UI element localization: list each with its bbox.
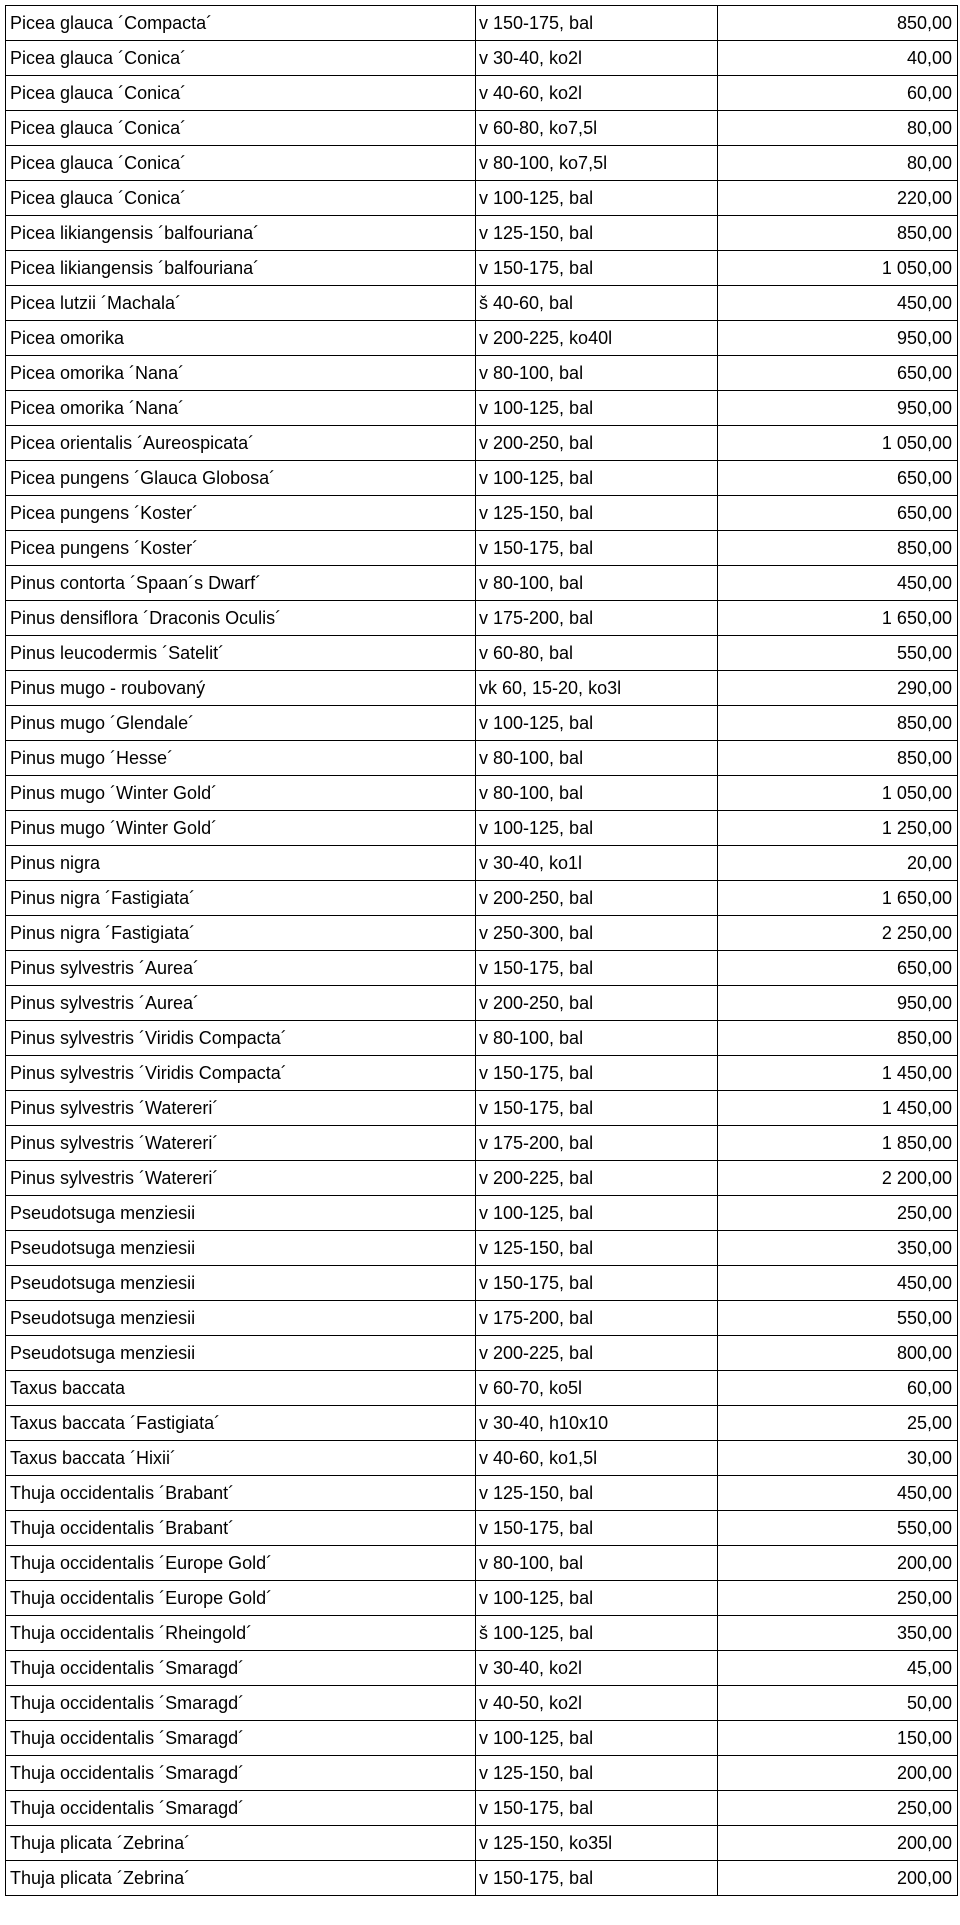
price-cell: 450,00: [718, 1266, 958, 1301]
plant-name-cell: Picea glauca ´Conica´: [6, 41, 476, 76]
plant-name-cell: Thuja plicata ´Zebrina´: [6, 1826, 476, 1861]
price-cell: 850,00: [718, 1021, 958, 1056]
table-row: [6, 1651, 958, 1686]
size-cell: v 100-125, bal: [476, 1581, 718, 1616]
size-cell: v 150-175, bal: [476, 1056, 718, 1091]
size-cell: v 80-100, bal: [476, 566, 718, 601]
plant-name-cell: Thuja plicata ´Zebrina´: [6, 1861, 476, 1896]
plant-name-cell: Pinus mugo ´Glendale´: [6, 706, 476, 741]
table-row: [6, 741, 958, 776]
size-cell: š 40-60, bal: [476, 286, 718, 321]
table-row: [6, 1721, 958, 1756]
plant-name-cell: Pinus densiflora ´Draconis Oculis´: [6, 601, 476, 636]
plant-name-cell: Thuja occidentalis ´Rheingold´: [6, 1616, 476, 1651]
table-row: [6, 986, 958, 1021]
table-row: [6, 356, 958, 391]
price-cell: 450,00: [718, 1476, 958, 1511]
size-cell: v 175-200, bal: [476, 1126, 718, 1161]
plant-name-cell: Picea omorika: [6, 321, 476, 356]
table-row: [6, 391, 958, 426]
size-cell: v 30-40, ko2l: [476, 41, 718, 76]
price-cell: 850,00: [718, 706, 958, 741]
price-cell: 25,00: [718, 1406, 958, 1441]
price-cell: 250,00: [718, 1196, 958, 1231]
price-cell: 20,00: [718, 846, 958, 881]
table-row: [6, 1441, 958, 1476]
plant-name-cell: Taxus baccata: [6, 1371, 476, 1406]
size-cell: š 100-125, bal: [476, 1616, 718, 1651]
table-row: [6, 951, 958, 986]
price-cell: 550,00: [718, 636, 958, 671]
price-cell: 1 050,00: [718, 251, 958, 286]
table-row: [6, 76, 958, 111]
size-cell: v 100-125, bal: [476, 181, 718, 216]
plant-name-cell: Thuja occidentalis ´Smaragd´: [6, 1686, 476, 1721]
table-row: [6, 1266, 958, 1301]
price-cell: 1 450,00: [718, 1056, 958, 1091]
size-cell: v 60-80, ko7,5l: [476, 111, 718, 146]
table-row: [6, 321, 958, 356]
price-cell: 550,00: [718, 1511, 958, 1546]
size-cell: v 175-200, bal: [476, 1301, 718, 1336]
price-cell: 850,00: [718, 531, 958, 566]
table-row: [6, 531, 958, 566]
size-cell: v 125-150, bal: [476, 1756, 718, 1791]
size-cell: v 150-175, bal: [476, 1511, 718, 1546]
table-row: [6, 776, 958, 811]
size-cell: v 125-150, bal: [476, 216, 718, 251]
plant-name-cell: Picea likiangensis ´balfouriana´: [6, 251, 476, 286]
price-cell: 2 200,00: [718, 1161, 958, 1196]
price-cell: 250,00: [718, 1581, 958, 1616]
price-list-body: [6, 6, 958, 1896]
size-cell: v 150-175, bal: [476, 1791, 718, 1826]
table-row: [6, 1616, 958, 1651]
table-row: [6, 601, 958, 636]
plant-name-cell: Pinus sylvestris ´Aurea´: [6, 986, 476, 1021]
table-row: [6, 1546, 958, 1581]
size-cell: vk 60, 15-20, ko3l: [476, 671, 718, 706]
price-cell: 1 050,00: [718, 426, 958, 461]
table-row: [6, 566, 958, 601]
plant-name-cell: Thuja occidentalis ´Brabant´: [6, 1476, 476, 1511]
price-cell: 45,00: [718, 1651, 958, 1686]
price-cell: 1 650,00: [718, 881, 958, 916]
plant-name-cell: Pinus mugo ´Hesse´: [6, 741, 476, 776]
size-cell: v 30-40, ko2l: [476, 1651, 718, 1686]
price-cell: 350,00: [718, 1231, 958, 1266]
table-row: [6, 1301, 958, 1336]
size-cell: v 200-250, bal: [476, 986, 718, 1021]
price-cell: 2 250,00: [718, 916, 958, 951]
plant-name-cell: Picea omorika ´Nana´: [6, 356, 476, 391]
table-row: [6, 1406, 958, 1441]
table-row: [6, 1231, 958, 1266]
plant-name-cell: Pinus nigra ´Fastigiata´: [6, 881, 476, 916]
table-row: [6, 1861, 958, 1896]
size-cell: v 40-50, ko2l: [476, 1686, 718, 1721]
table-row: [6, 881, 958, 916]
size-cell: v 60-70, ko5l: [476, 1371, 718, 1406]
price-cell: 200,00: [718, 1861, 958, 1896]
size-cell: v 80-100, bal: [476, 1546, 718, 1581]
table-row: [6, 461, 958, 496]
price-cell: 50,00: [718, 1686, 958, 1721]
price-cell: 200,00: [718, 1546, 958, 1581]
plant-name-cell: Pinus sylvestris ´Viridis Compacta´: [6, 1021, 476, 1056]
price-cell: 30,00: [718, 1441, 958, 1476]
plant-name-cell: Picea pungens ´Koster´: [6, 531, 476, 566]
plant-name-cell: Thuja occidentalis ´Smaragd´: [6, 1756, 476, 1791]
table-row: [6, 6, 958, 41]
plant-name-cell: Picea orientalis ´Aureospicata´: [6, 426, 476, 461]
price-cell: 650,00: [718, 461, 958, 496]
plant-name-cell: Pseudotsuga menziesii: [6, 1196, 476, 1231]
plant-name-cell: Picea glauca ´Conica´: [6, 76, 476, 111]
price-cell: 1 450,00: [718, 1091, 958, 1126]
size-cell: v 150-175, bal: [476, 951, 718, 986]
plant-name-cell: Pseudotsuga menziesii: [6, 1231, 476, 1266]
size-cell: v 80-100, ko7,5l: [476, 146, 718, 181]
table-row: [6, 1196, 958, 1231]
table-row: [6, 1756, 958, 1791]
price-cell: 650,00: [718, 951, 958, 986]
size-cell: v 175-200, bal: [476, 601, 718, 636]
size-cell: v 125-150, bal: [476, 1231, 718, 1266]
table-row: [6, 41, 958, 76]
price-cell: 290,00: [718, 671, 958, 706]
table-row: [6, 1791, 958, 1826]
price-cell: 60,00: [718, 1371, 958, 1406]
table-row: [6, 706, 958, 741]
price-cell: 1 250,00: [718, 811, 958, 846]
price-cell: 150,00: [718, 1721, 958, 1756]
size-cell: v 200-225, bal: [476, 1336, 718, 1371]
table-row: [6, 1476, 958, 1511]
plant-name-cell: Pseudotsuga menziesii: [6, 1301, 476, 1336]
plant-name-cell: Pinus sylvestris ´Viridis Compacta´: [6, 1056, 476, 1091]
size-cell: v 40-60, ko2l: [476, 76, 718, 111]
size-cell: v 40-60, ko1,5l: [476, 1441, 718, 1476]
table-row: [6, 1021, 958, 1056]
size-cell: v 30-40, h10x10: [476, 1406, 718, 1441]
table-row: [6, 1056, 958, 1091]
plant-name-cell: Picea pungens ´Glauca Globosa´: [6, 461, 476, 496]
size-cell: v 150-175, bal: [476, 1091, 718, 1126]
table-row: [6, 216, 958, 251]
size-cell: v 80-100, bal: [476, 1021, 718, 1056]
size-cell: v 125-150, bal: [476, 496, 718, 531]
size-cell: v 150-175, bal: [476, 531, 718, 566]
price-list-table: [5, 5, 958, 1896]
table-row: [6, 916, 958, 951]
table-row: [6, 181, 958, 216]
table-row: [6, 146, 958, 181]
table-row: [6, 1581, 958, 1616]
size-cell: v 150-175, bal: [476, 1266, 718, 1301]
plant-name-cell: Pinus mugo ´Winter Gold´: [6, 776, 476, 811]
price-cell: 200,00: [718, 1826, 958, 1861]
size-cell: v 100-125, bal: [476, 461, 718, 496]
plant-name-cell: Picea likiangensis ´balfouriana´: [6, 216, 476, 251]
table-row: [6, 1511, 958, 1546]
size-cell: v 30-40, ko1l: [476, 846, 718, 881]
plant-name-cell: Thuja occidentalis ´Brabant´: [6, 1511, 476, 1546]
size-cell: v 200-225, ko40l: [476, 321, 718, 356]
size-cell: v 150-175, bal: [476, 1861, 718, 1896]
price-cell: 850,00: [718, 6, 958, 41]
plant-name-cell: Thuja occidentalis ´Europe Gold´: [6, 1581, 476, 1616]
plant-name-cell: Pinus sylvestris ´Watereri´: [6, 1126, 476, 1161]
price-cell: 800,00: [718, 1336, 958, 1371]
price-cell: 1 050,00: [718, 776, 958, 811]
size-cell: v 100-125, bal: [476, 811, 718, 846]
plant-name-cell: Pseudotsuga menziesii: [6, 1336, 476, 1371]
price-cell: 550,00: [718, 1301, 958, 1336]
plant-name-cell: Picea glauca ´Conica´: [6, 146, 476, 181]
size-cell: v 200-225, bal: [476, 1161, 718, 1196]
table-row: [6, 1826, 958, 1861]
price-cell: 850,00: [718, 216, 958, 251]
plant-name-cell: Picea lutzii ´Machala´: [6, 286, 476, 321]
plant-name-cell: Thuja occidentalis ´Smaragd´: [6, 1721, 476, 1756]
table-row: [6, 496, 958, 531]
size-cell: v 150-175, bal: [476, 251, 718, 286]
size-cell: v 100-125, bal: [476, 1721, 718, 1756]
size-cell: v 250-300, bal: [476, 916, 718, 951]
table-row: [6, 251, 958, 286]
price-cell: 80,00: [718, 146, 958, 181]
size-cell: v 150-175, bal: [476, 6, 718, 41]
size-cell: v 200-250, bal: [476, 881, 718, 916]
price-cell: 650,00: [718, 496, 958, 531]
size-cell: v 125-150, ko35l: [476, 1826, 718, 1861]
table-row: [6, 811, 958, 846]
price-cell: 80,00: [718, 111, 958, 146]
price-cell: 1 650,00: [718, 601, 958, 636]
plant-name-cell: Pinus mugo - roubovaný: [6, 671, 476, 706]
plant-name-cell: Picea glauca ´Conica´: [6, 111, 476, 146]
size-cell: v 100-125, bal: [476, 706, 718, 741]
table-row: [6, 1336, 958, 1371]
plant-name-cell: Thuja occidentalis ´Smaragd´: [6, 1651, 476, 1686]
plant-name-cell: Picea omorika ´Nana´: [6, 391, 476, 426]
plant-name-cell: Pinus nigra ´Fastigiata´: [6, 916, 476, 951]
price-cell: 40,00: [718, 41, 958, 76]
price-cell: 650,00: [718, 356, 958, 391]
table-row: [6, 1686, 958, 1721]
table-row: [6, 1126, 958, 1161]
plant-name-cell: Picea pungens ´Koster´: [6, 496, 476, 531]
price-cell: 950,00: [718, 986, 958, 1021]
size-cell: v 200-250, bal: [476, 426, 718, 461]
table-row: [6, 426, 958, 461]
plant-name-cell: Pinus nigra: [6, 846, 476, 881]
price-cell: 200,00: [718, 1756, 958, 1791]
price-cell: 950,00: [718, 391, 958, 426]
price-cell: 1 850,00: [718, 1126, 958, 1161]
table-row: [6, 636, 958, 671]
plant-name-cell: Taxus baccata ´Hixii´: [6, 1441, 476, 1476]
plant-name-cell: Pseudotsuga menziesii: [6, 1266, 476, 1301]
plant-name-cell: Pinus mugo ´Winter Gold´: [6, 811, 476, 846]
price-cell: 250,00: [718, 1791, 958, 1826]
plant-name-cell: Thuja occidentalis ´Smaragd´: [6, 1791, 476, 1826]
table-row: [6, 1161, 958, 1196]
table-row: [6, 286, 958, 321]
plant-name-cell: Taxus baccata ´Fastigiata´: [6, 1406, 476, 1441]
price-cell: 450,00: [718, 566, 958, 601]
size-cell: v 60-80, bal: [476, 636, 718, 671]
price-cell: 450,00: [718, 286, 958, 321]
plant-name-cell: Pinus sylvestris ´Aurea´: [6, 951, 476, 986]
table-row: [6, 671, 958, 706]
table-row: [6, 846, 958, 881]
plant-name-cell: Pinus sylvestris ´Watereri´: [6, 1161, 476, 1196]
table-row: [6, 1091, 958, 1126]
plant-name-cell: Pinus leucodermis ´Satelit´: [6, 636, 476, 671]
plant-name-cell: Picea glauca ´Compacta´: [6, 6, 476, 41]
size-cell: v 80-100, bal: [476, 776, 718, 811]
plant-name-cell: Thuja occidentalis ´Europe Gold´: [6, 1546, 476, 1581]
price-cell: 950,00: [718, 321, 958, 356]
size-cell: v 125-150, bal: [476, 1476, 718, 1511]
plant-name-cell: Picea glauca ´Conica´: [6, 181, 476, 216]
price-cell: 850,00: [718, 741, 958, 776]
price-cell: 350,00: [718, 1616, 958, 1651]
price-cell: 60,00: [718, 76, 958, 111]
plant-name-cell: Pinus contorta ´Spaan´s Dwarf´: [6, 566, 476, 601]
size-cell: v 100-125, bal: [476, 1196, 718, 1231]
size-cell: v 80-100, bal: [476, 356, 718, 391]
size-cell: v 80-100, bal: [476, 741, 718, 776]
plant-name-cell: Pinus sylvestris ´Watereri´: [6, 1091, 476, 1126]
table-row: [6, 111, 958, 146]
table-row: [6, 1371, 958, 1406]
price-cell: 220,00: [718, 181, 958, 216]
size-cell: v 100-125, bal: [476, 391, 718, 426]
